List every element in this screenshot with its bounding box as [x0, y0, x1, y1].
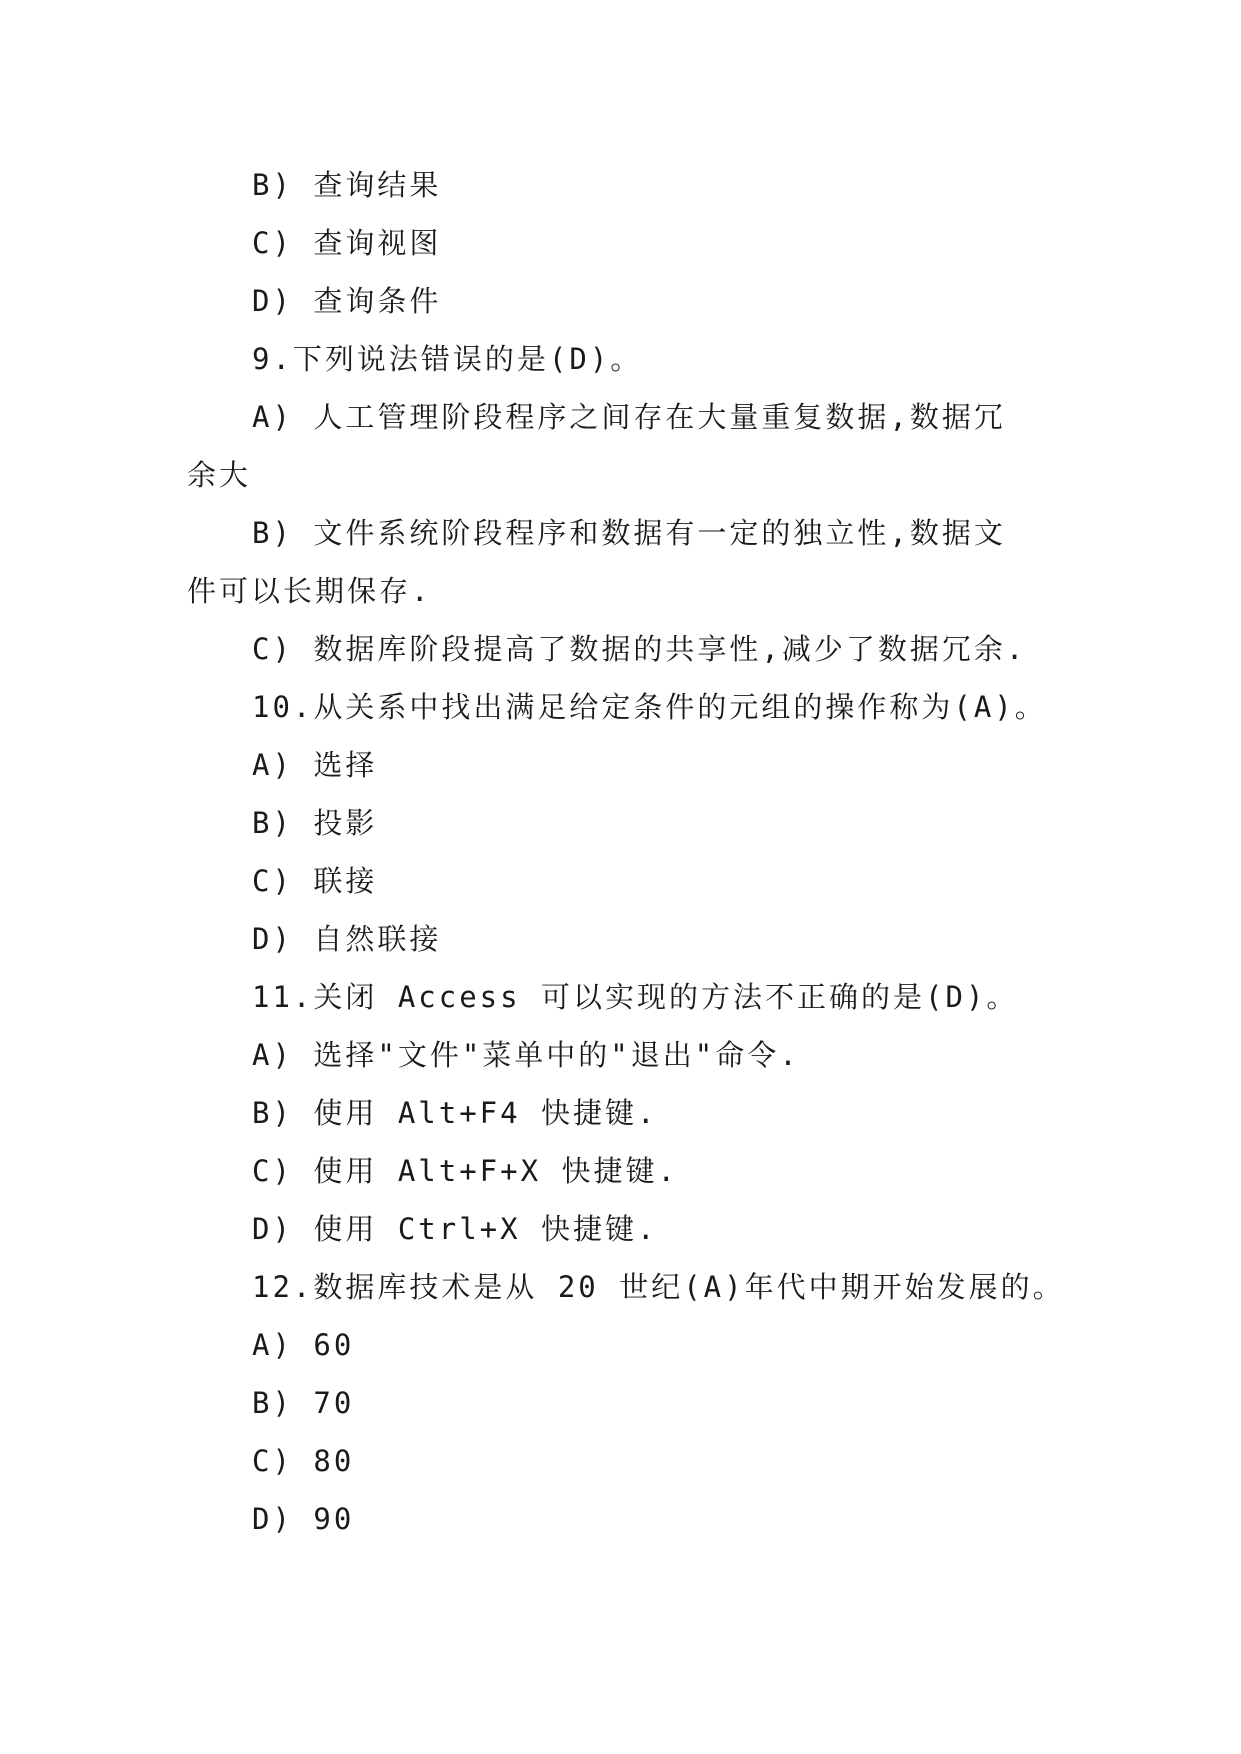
option-10c: C) 联接 — [252, 864, 378, 898]
option-12d: D) 90 — [252, 1502, 355, 1536]
option-9c: C) 数据库阶段提高了数据的共享性,减少了数据冗余. — [252, 632, 1027, 666]
option-8c: C) 查询视图 — [252, 226, 442, 260]
option-9b: B) 文件系统阶段程序和数据有一定的独立性,数据文 — [252, 516, 1006, 550]
question-12: 12.数据库技术是从 20 世纪(A)年代中期开始发展的。 — [252, 1270, 1065, 1304]
option-12b: B) 70 — [252, 1386, 355, 1420]
option-10d: D) 自然联接 — [252, 922, 442, 956]
option-9a: A) 人工管理阶段程序之间存在大量重复数据,数据冗 — [252, 400, 1006, 434]
option-9a-continued: 余大 — [187, 458, 252, 492]
option-11a: A) 选择"文件"菜单中的"退出"命令. — [252, 1038, 800, 1072]
question-10: 10.从关系中找出满足给定条件的元组的操作称为(A)。 — [252, 690, 1047, 724]
question-11: 11.关闭 Access 可以实现的方法不正确的是(D)。 — [252, 980, 1019, 1014]
question-9: 9.下列说法错误的是(D)。 — [252, 342, 643, 376]
option-8b: B) 查询结果 — [252, 168, 442, 202]
option-10a: A) 选择 — [252, 748, 378, 782]
option-11b: B) 使用 Alt+F4 快捷键. — [252, 1096, 658, 1130]
option-12a: A) 60 — [252, 1328, 355, 1362]
option-11c: C) 使用 Alt+F+X 快捷键. — [252, 1154, 678, 1188]
option-12c: C) 80 — [252, 1444, 355, 1478]
option-10b: B) 投影 — [252, 806, 378, 840]
option-9b-continued: 件可以长期保存. — [187, 574, 432, 608]
option-11d: D) 使用 Ctrl+X 快捷键. — [252, 1212, 658, 1246]
option-8d: D) 查询条件 — [252, 284, 442, 318]
